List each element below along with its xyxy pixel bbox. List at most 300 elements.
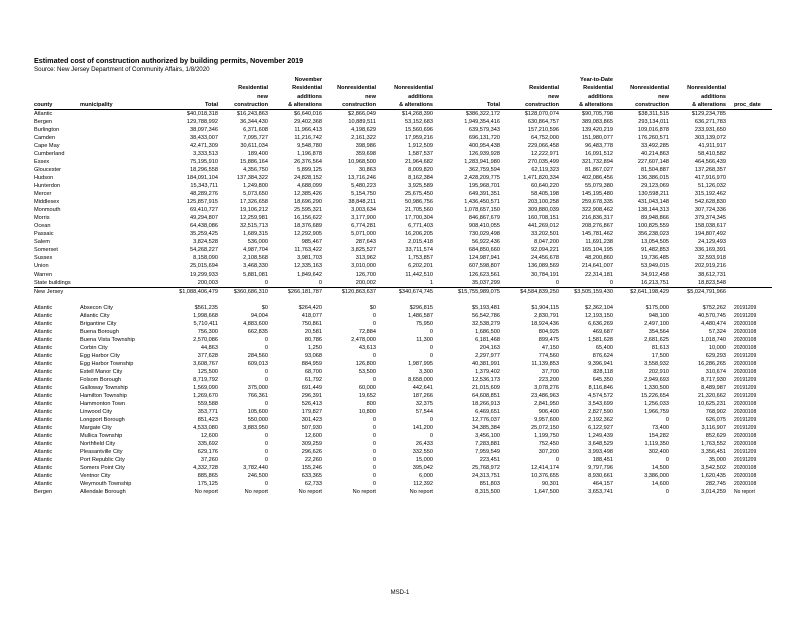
county-name: Hudson — [34, 175, 54, 182]
value-cell: 0 — [429, 432, 433, 439]
county-name: Monmouth — [34, 207, 61, 214]
municipality-cell: Estell Manor City — [80, 368, 123, 375]
value-cell: 1,018,740 — [701, 336, 726, 343]
value-cell: 0 — [264, 457, 268, 464]
value-cell: 33,711,574 — [405, 247, 433, 254]
value-cell: 307,200 — [538, 449, 559, 456]
value-cell: 0 — [264, 344, 268, 351]
value-cell: 0 — [555, 279, 559, 286]
value-cell: 310,674 — [705, 368, 726, 375]
county-cell: Atlantic — [34, 360, 53, 367]
value-cell: 105,600 — [247, 408, 268, 415]
value-cell: $386,322,172 — [465, 111, 500, 118]
value-cell: 303,139,072 — [694, 135, 726, 142]
value-cell: 8,158,090 — [193, 255, 218, 262]
value-cell: 8,009,820 — [408, 167, 433, 174]
value-cell: 633,365 — [301, 473, 322, 480]
value-cell: 202,919,216 — [694, 263, 726, 270]
value-cell: 73,400 — [651, 424, 669, 431]
proc-date-cell: 20200108 — [734, 465, 757, 472]
value-cell: 542,628,830 — [694, 199, 726, 206]
table-row — [34, 480, 772, 488]
proc-date-cell: 20200108 — [734, 320, 757, 327]
value-cell: 137,384,322 — [236, 175, 268, 182]
value-cell: 126,939,928 — [468, 151, 500, 158]
value-cell: 8,719,792 — [193, 376, 218, 383]
value-cell: 8,116,846 — [588, 384, 613, 391]
value-cell: 126,700 — [355, 271, 376, 278]
table-row — [34, 440, 772, 448]
table-row — [34, 320, 772, 328]
value-cell: 464,566,439 — [694, 159, 726, 166]
value-cell: 179,827 — [301, 408, 322, 415]
value-cell: 216,836,317 — [581, 215, 613, 222]
value-cell: 1,763,552 — [701, 441, 726, 447]
municipality-cell: Absecon City — [80, 304, 113, 311]
value-cell: 2,570,086 — [193, 336, 218, 343]
value-cell: 3,543,699 — [588, 400, 613, 407]
table-row — [34, 376, 772, 384]
value-cell: 12,292,905 — [294, 231, 322, 238]
value-cell: 645,350 — [592, 376, 613, 383]
value-cell: 21,705,560 — [405, 207, 433, 214]
value-cell: $0 — [261, 304, 268, 311]
value-cell: 233,931,650 — [694, 127, 726, 134]
value-cell: 2,827,590 — [588, 408, 613, 415]
value-cell: 356,238,023 — [637, 231, 669, 238]
value-cell: 0 — [264, 449, 268, 456]
county-cell: Atlantic — [34, 312, 53, 319]
value-cell: 3,608,767 — [193, 360, 218, 367]
value-cell: 145,195,480 — [581, 191, 613, 198]
value-cell: 4,574,572 — [588, 392, 613, 399]
county-name: State buildings — [34, 279, 71, 286]
value-cell: 1,078,657,150 — [464, 207, 500, 214]
value-cell: 0 — [372, 457, 376, 464]
value-cell: 4,480,474 — [701, 320, 726, 327]
value-cell: 1,966,759 — [644, 408, 669, 415]
source-note: Source: New Jersey Department of Community Affairs, 1/8/2020 — [34, 66, 210, 73]
value-cell: 60,000 — [358, 384, 376, 391]
county-row — [34, 182, 772, 190]
municipality-cell: Ventnor City — [80, 473, 111, 480]
value-cell: 19,652 — [358, 392, 376, 399]
county-row — [34, 126, 772, 134]
value-cell: 353,771 — [197, 408, 218, 415]
county-cell: Atlantic — [34, 376, 53, 383]
value-cell: 7,095,727 — [243, 135, 268, 142]
value-cell: 9,797,796 — [588, 465, 613, 472]
value-cell: 1,581,628 — [588, 336, 613, 343]
value-cell: 9,548,780 — [297, 143, 322, 150]
county-cell: Atlantic — [34, 384, 53, 391]
value-cell: 0 — [264, 432, 268, 439]
value-cell: 3,468,330 — [243, 263, 268, 270]
value-cell: 246,500 — [247, 473, 268, 480]
proc-date-cell: No report — [734, 489, 755, 496]
value-cell: 9,396,941 — [588, 360, 613, 367]
state-total — [34, 287, 772, 296]
value-cell: 53,949,015 — [641, 263, 669, 270]
value-cell: 321,732,894 — [581, 159, 613, 166]
total-cell: $5,024,791,966 — [669, 287, 726, 296]
municipality-cell: Pleasantville City — [80, 449, 123, 456]
value-cell: 884,959 — [301, 360, 322, 367]
value-cell: 10,376,655 — [531, 473, 559, 480]
value-cell: 37,260 — [200, 457, 218, 464]
value-cell: 948,100 — [648, 312, 669, 319]
value-cell: 68,700 — [304, 368, 322, 375]
value-cell: 62,733 — [304, 481, 322, 488]
col-total: Total — [164, 101, 218, 110]
value-cell: 0 — [372, 424, 376, 431]
value-cell: 10,889,511 — [348, 119, 376, 126]
value-cell: 1,250 — [308, 344, 322, 351]
value-cell: 151,980,077 — [581, 135, 613, 142]
value-cell: 13,054,505 — [641, 239, 669, 246]
value-cell: 7,283,881 — [475, 441, 500, 447]
value-cell: 0 — [665, 416, 669, 423]
value-cell: 42,471,309 — [190, 143, 218, 150]
value-cell: 3,010,000 — [351, 263, 376, 270]
value-cell: 362,759,594 — [468, 167, 500, 174]
value-cell: 24,313,751 — [472, 473, 500, 480]
value-cell: 296,391 — [301, 392, 322, 399]
value-cell: 609,013 — [247, 360, 268, 367]
value-cell: 307,724,336 — [694, 207, 726, 214]
municipality-cell: Atlantic City — [80, 312, 110, 319]
value-cell: 10,968,500 — [348, 159, 376, 166]
total-cell: $360,686,310 — [218, 287, 268, 296]
value-cell: 2,015,418 — [408, 239, 433, 246]
county-row — [34, 110, 772, 119]
county-row — [34, 206, 772, 214]
value-cell: 313,962 — [355, 255, 376, 262]
value-cell: 0 — [372, 312, 376, 319]
value-cell: 1,647,500 — [534, 489, 559, 496]
county-name: Mercer — [34, 191, 52, 198]
value-cell: 259,678,335 — [581, 199, 613, 206]
value-cell: 2,830,791 — [534, 312, 559, 319]
value-cell: 81,867,027 — [585, 167, 613, 174]
value-cell: 442,641 — [412, 384, 433, 391]
value-cell: 10,625,231 — [698, 400, 726, 407]
county-cell: Atlantic — [34, 408, 53, 415]
value-cell: 876,624 — [592, 352, 613, 359]
proc-date-cell: 20191209 — [734, 457, 757, 464]
value-cell: 200,002 — [355, 279, 376, 286]
county-name: Bergen — [34, 119, 53, 126]
total-cell: $4,584,839,250 — [500, 287, 559, 296]
value-cell: 204,163 — [479, 344, 500, 351]
value-cell: $38,311,515 — [638, 111, 669, 118]
value-cell: 0 — [372, 473, 376, 480]
value-cell: 8,930,661 — [588, 473, 613, 480]
value-cell: 12,600 — [304, 432, 322, 439]
value-cell: 1,269,670 — [193, 392, 218, 399]
value-cell: 91,482,853 — [641, 247, 669, 254]
value-cell: No report — [298, 489, 322, 496]
county-row — [34, 214, 772, 222]
value-cell: 72,884 — [358, 328, 376, 335]
value-cell: 2,681,625 — [644, 336, 669, 343]
value-cell: 12,600 — [200, 432, 218, 439]
municipality-cell: Egg Harbor City — [80, 352, 120, 359]
county-name: Atlantic — [34, 111, 53, 118]
value-cell: 40,570,745 — [698, 312, 726, 319]
county-row — [34, 254, 772, 262]
value-cell: 38,848,211 — [348, 199, 376, 206]
construction-table — [34, 76, 772, 496]
value-cell: 30,611,034 — [240, 143, 268, 150]
value-cell: 65,400 — [595, 344, 613, 351]
table-row — [34, 424, 772, 432]
value-cell: 906,400 — [538, 408, 559, 415]
value-cell: 8,658,000 — [408, 376, 433, 383]
value-cell: 309,259 — [301, 441, 322, 447]
total-cell: $2,641,198,429 — [613, 287, 669, 296]
value-cell: 287,643 — [355, 239, 376, 246]
value-cell: 75,195,910 — [190, 159, 218, 166]
value-cell: 774,560 — [538, 352, 559, 359]
value-cell: 125,857,915 — [186, 199, 218, 206]
value-cell: $6,640,016 — [294, 111, 322, 118]
municipality-cell: Hammonton Town — [80, 400, 125, 407]
value-cell: 3,356,451 — [701, 449, 726, 456]
value-cell: 379,374,345 — [694, 215, 726, 222]
value-cell: 1,330,500 — [644, 384, 669, 391]
value-cell: 126,800 — [355, 360, 376, 367]
value-cell: 13,716,246 — [348, 175, 376, 182]
value-cell: 64,438,086 — [190, 223, 218, 230]
value-cell: 24,129,493 — [698, 239, 726, 246]
value-cell: 223,200 — [538, 376, 559, 383]
value-cell: 1,249,800 — [243, 183, 268, 190]
value-cell: 11,216,742 — [294, 135, 322, 142]
value-cell: 34,385,384 — [472, 424, 500, 431]
value-cell: 899,475 — [538, 336, 559, 343]
value-cell: 35,037,299 — [472, 279, 500, 286]
value-cell: $2,362,104 — [585, 304, 613, 311]
value-cell: 0 — [264, 368, 268, 375]
value-cell: 15,000 — [415, 457, 433, 464]
value-cell: 0 — [372, 352, 376, 359]
municipality-cell: Somers Point City — [80, 465, 125, 472]
table-row — [34, 384, 772, 392]
col-ytd-total: Total — [433, 101, 500, 110]
value-cell: 64,752,000 — [531, 135, 559, 142]
value-cell: $296,815 — [409, 304, 433, 311]
value-cell: 19,106,212 — [240, 207, 268, 214]
value-cell: $0 — [369, 304, 376, 311]
value-cell: 18,296,558 — [190, 167, 218, 174]
table-row — [34, 472, 772, 480]
value-cell: 96,483,778 — [585, 143, 613, 150]
value-cell: 15,343,711 — [190, 183, 218, 190]
value-cell: 0 — [429, 328, 433, 335]
county-cell: Atlantic — [34, 449, 53, 456]
proc-date-cell: 20191209 — [734, 449, 757, 456]
value-cell: 0 — [429, 352, 433, 359]
value-cell: 8,315,500 — [475, 489, 500, 496]
value-cell: 157,210,596 — [527, 127, 559, 134]
value-cell: 57,544 — [415, 408, 433, 415]
value-cell: 11,691,238 — [585, 239, 613, 246]
value-cell: No report — [244, 489, 268, 496]
proc-date-cell: 20200108 — [734, 328, 757, 335]
county-name: Middlesex — [34, 199, 60, 206]
value-cell: 125,500 — [197, 368, 218, 375]
value-cell: No report — [409, 489, 433, 496]
county-row — [34, 190, 772, 198]
value-cell: 398,986 — [355, 143, 376, 150]
value-cell: 8,047,200 — [534, 239, 559, 246]
value-cell: 1,283,941,980 — [464, 159, 500, 166]
value-cell: 629,176 — [197, 449, 218, 456]
table-row — [34, 312, 772, 320]
value-cell: 2,297,977 — [475, 352, 500, 359]
value-cell: 1,753,857 — [408, 255, 433, 262]
value-cell: 43,613 — [358, 344, 376, 351]
county-row — [34, 262, 772, 270]
value-cell: 846,867,679 — [468, 215, 500, 222]
county-row — [34, 118, 772, 126]
value-cell: 5,154,750 — [351, 191, 376, 198]
value-cell: 0 — [609, 279, 613, 286]
value-cell: 282,745 — [705, 481, 726, 488]
value-cell: 636,271,783 — [694, 119, 726, 126]
value-cell: 158,038,617 — [694, 223, 726, 230]
value-cell: 11,139,853 — [531, 360, 559, 367]
value-cell: 5,881,081 — [243, 271, 268, 278]
value-cell: 2,108,568 — [243, 255, 268, 262]
county-row — [34, 238, 772, 246]
value-cell: $2,866,049 — [348, 111, 376, 118]
value-cell: 3,456,100 — [475, 432, 500, 439]
table-row — [34, 352, 772, 360]
value-cell: 6,636,269 — [588, 320, 613, 327]
value-cell: 16,091,512 — [585, 151, 613, 158]
county-cell: Atlantic — [34, 473, 53, 480]
value-cell: 3,925,589 — [408, 183, 433, 190]
value-cell: 1,196,878 — [297, 151, 322, 158]
value-cell: $128,070,074 — [524, 111, 559, 118]
value-cell: 25,072,150 — [531, 424, 559, 431]
value-cell: 176,260,571 — [637, 135, 669, 142]
value-cell: 5,710,411 — [193, 320, 218, 327]
value-cell: 0 — [264, 441, 268, 447]
value-cell: 1,987,995 — [408, 360, 433, 367]
proc-date-cell: 20191209 — [734, 416, 757, 423]
value-cell: 93,068 — [304, 352, 322, 359]
value-cell: 851,803 — [479, 481, 500, 488]
value-cell: 1,686,500 — [475, 328, 500, 335]
proc-date-cell: 20191209 — [734, 384, 757, 391]
value-cell: 296,626 — [301, 449, 322, 456]
municipality-cell: Corbin City — [80, 344, 108, 351]
value-cell: 691,449 — [301, 384, 322, 391]
value-cell: 16,156,622 — [294, 215, 322, 222]
value-cell: 37,700 — [541, 368, 559, 375]
value-cell: 17,959,216 — [405, 135, 433, 142]
value-cell: 1,998,668 — [193, 312, 218, 319]
value-cell: 30,863 — [358, 167, 376, 174]
value-cell: 270,035,499 — [527, 159, 559, 166]
value-cell: 25,768,972 — [472, 465, 500, 472]
table-row — [34, 456, 772, 464]
value-cell: 5,073,650 — [243, 191, 268, 198]
value-cell: 227,607,148 — [637, 159, 669, 166]
value-cell: 626,075 — [705, 416, 726, 423]
value-cell: 6,469,651 — [475, 408, 500, 415]
value-cell: 11,763,422 — [294, 247, 322, 254]
value-cell: 14,600 — [651, 481, 669, 488]
proc-date-cell: 20200108 — [734, 481, 757, 488]
value-cell: 2,192,362 — [588, 416, 613, 423]
value-cell: 202,910 — [648, 368, 669, 375]
value-cell: 26,433 — [415, 441, 433, 447]
value-cell: 0 — [372, 449, 376, 456]
proc-date-cell: 20191209 — [734, 312, 757, 319]
value-cell: No report — [194, 489, 218, 496]
page-footer: MSD-1 — [390, 590, 410, 596]
value-cell: 29,402,368 — [294, 119, 322, 126]
county-name: Passaic — [34, 231, 54, 238]
value-cell: 3,824,528 — [193, 239, 218, 246]
value-cell: 11,442,510 — [405, 271, 433, 278]
value-cell: 3,883,950 — [243, 424, 268, 431]
value-cell: 3,116,907 — [701, 424, 726, 431]
value-cell: 441,269,012 — [527, 223, 559, 230]
value-cell: 3,300 — [419, 368, 433, 375]
value-cell: 194,807,492 — [694, 231, 726, 238]
value-cell: 1,689,315 — [243, 231, 268, 238]
value-cell: 12,335,163 — [294, 263, 322, 270]
county-cell: Atlantic — [34, 432, 53, 439]
value-cell: 4,987,704 — [243, 247, 268, 254]
value-cell: 3,386,000 — [644, 473, 669, 480]
value-cell: 4,688,099 — [297, 183, 322, 190]
value-cell: 55,079,380 — [585, 183, 613, 190]
value-cell: 24,456,678 — [531, 255, 559, 262]
value-cell: 4,198,629 — [351, 127, 376, 134]
value-cell: 12,193,150 — [585, 312, 613, 319]
value-cell: 0 — [264, 376, 268, 383]
county-cell: Bergen — [34, 489, 53, 496]
value-cell: 41,911,917 — [698, 143, 726, 150]
value-cell: 0 — [264, 481, 268, 488]
county-name: Salem — [34, 239, 50, 246]
value-cell: 6,774,281 — [351, 223, 376, 230]
value-cell: 5,480,223 — [351, 183, 376, 190]
value-cell: 17,326,658 — [240, 199, 268, 206]
value-cell: 16,213,751 — [641, 279, 669, 286]
value-cell: 56,542,786 — [472, 312, 500, 319]
value-cell: 48,200,860 — [585, 255, 613, 262]
value-cell: 11,300 — [416, 336, 433, 343]
county-name: Burlington — [34, 127, 60, 134]
county-cell: Atlantic — [34, 344, 53, 351]
value-cell: 195,968,701 — [468, 183, 500, 190]
municipality-cell: Longport Borough — [80, 416, 125, 423]
value-cell: 32,593,918 — [698, 255, 726, 262]
municipality-cell: Allendale Borough — [80, 489, 126, 496]
month-group-label: November — [294, 77, 322, 83]
value-cell: 40,214,863 — [641, 151, 669, 158]
value-cell: 175,125 — [197, 481, 218, 488]
value-cell: 129,788,992 — [186, 119, 218, 126]
total-cell: $1,088,406,479 — [164, 287, 218, 296]
